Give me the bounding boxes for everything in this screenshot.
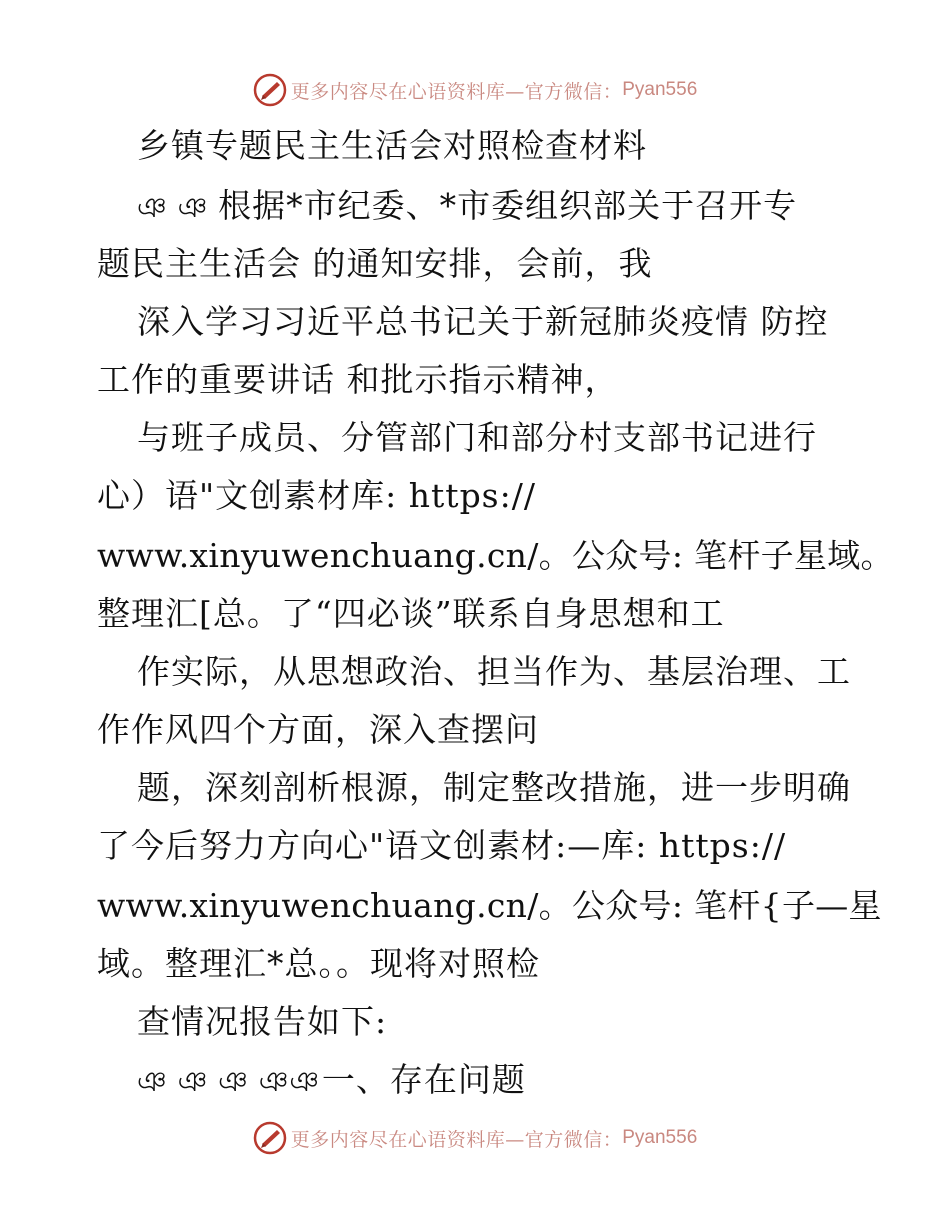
paragraph-line-6: 心）语"文创素材库: https://: [97, 476, 536, 515]
ornament-swirl-icon: ঞ: [137, 1065, 168, 1098]
paragraph-line-5: 与班子成员、分管部门和部分村支部书记进行: [137, 418, 817, 457]
paragraph-line-8: 整理汇[总。了“四必谈”联系自身思想和工: [97, 594, 725, 633]
paragraph-line-2: 题民主生活会 的通知安排，会前，我: [97, 244, 653, 283]
library-logo-icon: [253, 73, 287, 107]
ornament-swirl-icon: ঞ: [289, 1065, 320, 1098]
paragraph-line-7: www.xinyuwenchuang.cn/。公众号: 笔杆子星域。: [97, 536, 894, 575]
paragraph-line-13: www.xinyuwenchuang.cn/。公众号: 笔杆{子—星: [97, 886, 882, 925]
banner-text: 更多内容尽在心语资料库—官方微信：: [290, 1128, 623, 1151]
paragraph-line-1: [137, 186, 797, 228]
library-logo-icon: [253, 1121, 287, 1155]
paragraph-line-10: 作作风四个方面，深入查摆问: [97, 710, 539, 749]
section-heading-text: 一、存在问题: [321, 1060, 526, 1099]
banner-wechat-id: Pyan556: [622, 79, 698, 100]
paragraph-line-12: 了今后努力方向心"语文创素材:—库: https://: [97, 826, 787, 865]
ornament-swirl-icon: ঞ: [137, 191, 168, 224]
doc-title: 乡镇专题民主生活会对照检查材料: [137, 126, 647, 165]
paragraph-text: 根据*市纪委、*市委组织部关于召开专: [218, 186, 798, 225]
paragraph-line-14: 域。整理汇*总。。现将对照检: [97, 944, 540, 983]
banner-text: 更多内容尽在心语资料库—官方微信：: [290, 80, 623, 103]
ornament-swirl-icon: ঞ: [177, 191, 209, 224]
paragraph-line-15: 查情况报告如下:: [137, 1002, 388, 1041]
ornament-swirl-icon: ঞ: [258, 1065, 290, 1098]
paragraph-line-11: 题，深刻剖析根源，制定整改措施，进一步明确: [137, 768, 851, 807]
header-watermark-banner: [0, 70, 950, 110]
banner-wechat-id: Pyan556: [622, 1127, 698, 1148]
ornament-swirl-icon: ঞ: [177, 1065, 209, 1098]
footer-watermark-banner: [0, 1118, 950, 1158]
paragraph-line-3: 深入学习习近平总书记关于新冠肺炎疫情 防控: [137, 302, 829, 341]
section-heading: [137, 1060, 526, 1102]
ornament-swirl-icon: ঞ: [218, 1065, 249, 1098]
paragraph-line-4: 工作的重要讲话 和批示指示精神，: [97, 360, 619, 399]
paragraph-line-9: 作实际，从思想政治、担当作为、基层治理、工: [137, 652, 851, 691]
